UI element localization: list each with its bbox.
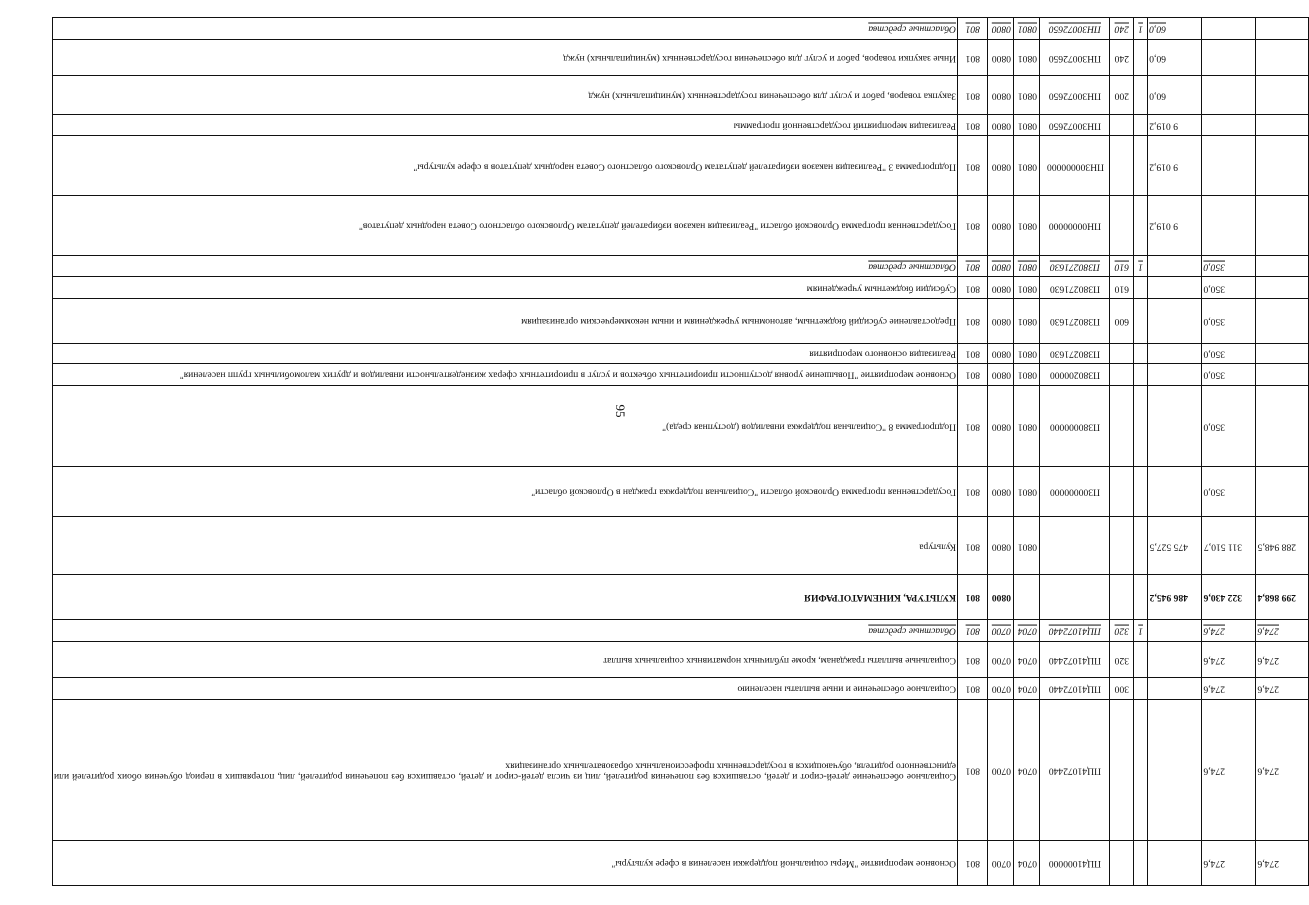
cell-v3: 299 868,4 xyxy=(1256,575,1309,620)
cell-ds xyxy=(1134,516,1148,574)
cell-vr xyxy=(1110,385,1134,466)
cell-v3 xyxy=(1256,76,1309,114)
cell-ved: 801 xyxy=(958,255,988,277)
cell-vr xyxy=(1110,699,1134,840)
cell-v3 xyxy=(1256,136,1309,196)
cell-ds xyxy=(1134,344,1148,364)
cell-csr: ПН30072650 xyxy=(1040,18,1110,40)
cell-ved: 801 xyxy=(958,196,988,256)
cell-ds xyxy=(1134,114,1148,136)
cell-csr: П380271630 xyxy=(1040,299,1110,344)
cell-csr: ПН30072650 xyxy=(1040,114,1110,136)
cell-rz: 0700 xyxy=(988,619,1014,641)
cell-vr xyxy=(1110,196,1134,256)
cell-name: Культура xyxy=(53,516,958,574)
cell-pr: 0704 xyxy=(1014,619,1040,641)
cell-v2 xyxy=(1202,39,1256,76)
cell-v2: 274,6 xyxy=(1202,699,1256,840)
cell-rz: 0700 xyxy=(988,841,1014,886)
cell-rz: 0800 xyxy=(988,363,1014,385)
cell-pr: 0801 xyxy=(1014,516,1040,574)
cell-ved: 801 xyxy=(958,136,988,196)
cell-vr: 300 xyxy=(1110,678,1134,700)
cell-ved: 801 xyxy=(958,841,988,886)
cell-vr xyxy=(1110,344,1134,364)
cell-csr: ПЦ41072440 xyxy=(1040,699,1110,840)
cell-pr: 0704 xyxy=(1014,699,1040,840)
cell-pr: 0704 xyxy=(1014,841,1040,886)
cell-csr: П380000000 xyxy=(1040,385,1110,466)
cell-name: Реализация мероприятий государственной программы xyxy=(53,114,958,136)
cell-name: Областные средства xyxy=(53,619,958,641)
cell-rz: 0800 xyxy=(988,18,1014,40)
cell-vr xyxy=(1110,516,1134,574)
cell-v1: 60,0 xyxy=(1148,18,1202,40)
cell-rz: 0800 xyxy=(988,344,1014,364)
cell-name: Социальные выплаты гражданам, кроме публичных нормативных социальных выплат xyxy=(53,641,958,678)
cell-ds xyxy=(1134,841,1148,886)
cell-pr: 0801 xyxy=(1014,255,1040,277)
rotated-budget-table-wrapper xyxy=(52,23,1296,886)
cell-rz: 0700 xyxy=(988,678,1014,700)
cell-name: Государственная программа Орловской области "Социальная поддержка граждан в Орловской области" xyxy=(53,467,958,517)
cell-name: Подпрограмма 8 "Социальная поддержка инвалидов (доступная среда)" xyxy=(53,385,958,466)
cell-pr: 0801 xyxy=(1014,136,1040,196)
cell-v2 xyxy=(1202,114,1256,136)
field-row-ved xyxy=(958,18,988,886)
cell-v2 xyxy=(1202,136,1256,196)
cell-v1: 9 019,2 xyxy=(1148,114,1202,136)
cell-rz: 0800 xyxy=(988,196,1014,256)
cell-ved: 801 xyxy=(958,516,988,574)
cell-v1 xyxy=(1148,277,1202,299)
cell-csr: ПЦ41000000 xyxy=(1040,841,1110,886)
cell-rz: 0800 xyxy=(988,516,1014,574)
cell-rz: 0700 xyxy=(988,641,1014,678)
cell-v1: 9 019,2 xyxy=(1148,136,1202,196)
cell-pr: 0801 xyxy=(1014,299,1040,344)
cell-v2: 350,0 xyxy=(1202,299,1256,344)
cell-vr: 200 xyxy=(1110,76,1134,114)
cell-ved: 801 xyxy=(958,114,988,136)
page-number: 95 xyxy=(613,404,628,418)
cell-name: Социальное обеспечение и иные выплаты населению xyxy=(53,678,958,700)
cell-ds xyxy=(1134,299,1148,344)
cell-name: Основное мероприятие "Меры социальной поддержки населения в сфере культуры" xyxy=(53,841,958,886)
cell-ds: 1 xyxy=(1134,255,1148,277)
cell-name: Областные средства xyxy=(53,18,958,40)
field-row-pr xyxy=(1014,18,1040,886)
cell-pr: 0801 xyxy=(1014,39,1040,76)
cell-ds: 1 xyxy=(1134,619,1148,641)
cell-v3: 274,6 xyxy=(1256,619,1309,641)
cell-ds xyxy=(1134,678,1148,700)
cell-v1: 60,0 xyxy=(1148,39,1202,76)
cell-v2 xyxy=(1202,76,1256,114)
cell-vr: 240 xyxy=(1110,18,1134,40)
cell-v1: 9 019,2 xyxy=(1148,196,1202,256)
cell-v3 xyxy=(1256,467,1309,517)
field-row-v1 xyxy=(1148,18,1202,886)
cell-csr: ПЦ41072440 xyxy=(1040,678,1110,700)
cell-ved: 801 xyxy=(958,344,988,364)
cell-name: Социальное обеспечение детей-сирот и детей, оставшихся без попечения родителей, лиц из числа детей-сирот и детей, оставшихся без попечения родителей, лиц, потерявших в период обучения обоих родителей или единственного родителя, обучающихся в государственных профессиональных образовательных организациях xyxy=(53,699,958,840)
cell-vr xyxy=(1110,363,1134,385)
cell-v2: 350,0 xyxy=(1202,277,1256,299)
cell-v1 xyxy=(1148,344,1202,364)
cell-csr: П380271630 xyxy=(1040,344,1110,364)
cell-v2: 322 430,6 xyxy=(1202,575,1256,620)
cell-name: Субсидии бюджетным учреждениям xyxy=(53,277,958,299)
cell-v2: 350,0 xyxy=(1202,344,1256,364)
cell-ved: 801 xyxy=(958,76,988,114)
cell-v3 xyxy=(1256,363,1309,385)
cell-rz: 0800 xyxy=(988,114,1014,136)
cell-pr: 0801 xyxy=(1014,467,1040,517)
cell-name: Реализация основного мероприятия xyxy=(53,344,958,364)
cell-csr: ПН30072650 xyxy=(1040,39,1110,76)
cell-vr xyxy=(1110,841,1134,886)
cell-vr: 600 xyxy=(1110,299,1134,344)
cell-ved: 801 xyxy=(958,575,988,620)
cell-v1 xyxy=(1148,841,1202,886)
cell-v2 xyxy=(1202,18,1256,40)
budget-table xyxy=(52,17,1309,886)
cell-rz: 0800 xyxy=(988,299,1014,344)
cell-v3 xyxy=(1256,255,1309,277)
cell-vr: 240 xyxy=(1110,39,1134,76)
cell-name: Государственная программа Орловской области "Реализация наказов избирателей депутатам Орловского областного Совета народных депутатов" xyxy=(53,196,958,256)
cell-rz: 0800 xyxy=(988,76,1014,114)
cell-v3 xyxy=(1256,385,1309,466)
cell-ds xyxy=(1134,39,1148,76)
cell-v1 xyxy=(1148,699,1202,840)
cell-rz: 0800 xyxy=(988,277,1014,299)
cell-ved: 801 xyxy=(958,39,988,76)
cell-v3 xyxy=(1256,39,1309,76)
cell-ved: 801 xyxy=(958,277,988,299)
cell-ved: 801 xyxy=(958,299,988,344)
cell-pr: 0801 xyxy=(1014,277,1040,299)
field-row-v2 xyxy=(1202,18,1256,886)
cell-v2: 274,6 xyxy=(1202,678,1256,700)
cell-v3 xyxy=(1256,299,1309,344)
cell-v2: 274,6 xyxy=(1202,841,1256,886)
cell-ds xyxy=(1134,277,1148,299)
cell-ds xyxy=(1134,385,1148,466)
cell-ds: 1 xyxy=(1134,18,1148,40)
cell-v1 xyxy=(1148,467,1202,517)
cell-csr: ПЦ41072440 xyxy=(1040,641,1110,678)
cell-v1 xyxy=(1148,363,1202,385)
cell-rz: 0800 xyxy=(988,575,1014,620)
cell-vr xyxy=(1110,575,1134,620)
cell-pr: 0801 xyxy=(1014,114,1040,136)
cell-vr xyxy=(1110,136,1134,196)
cell-v3 xyxy=(1256,344,1309,364)
cell-csr: ПН30072650 xyxy=(1040,76,1110,114)
cell-rz: 0800 xyxy=(988,467,1014,517)
cell-csr: П380200000 xyxy=(1040,363,1110,385)
cell-ved: 801 xyxy=(958,18,988,40)
cell-v2: 350,0 xyxy=(1202,255,1256,277)
cell-pr: 0801 xyxy=(1014,363,1040,385)
cell-ds xyxy=(1134,196,1148,256)
cell-v3: 274,6 xyxy=(1256,699,1309,840)
cell-v3: 274,6 xyxy=(1256,678,1309,700)
cell-pr: 0704 xyxy=(1014,641,1040,678)
cell-vr xyxy=(1110,114,1134,136)
cell-ved: 801 xyxy=(958,641,988,678)
cell-ved: 801 xyxy=(958,699,988,840)
cell-csr: П300000000 xyxy=(1040,467,1110,517)
cell-vr: 610 xyxy=(1110,277,1134,299)
cell-ved: 801 xyxy=(958,467,988,517)
cell-v2: 350,0 xyxy=(1202,363,1256,385)
cell-v3 xyxy=(1256,18,1309,40)
cell-rz: 0800 xyxy=(988,255,1014,277)
cell-name: Областные средства xyxy=(53,255,958,277)
cell-name: Подпрограмма 3 "Реализация наказов избирателей депутатам Орловского областного Совета народных депутатов в сфере культуры" xyxy=(53,136,958,196)
cell-v3: 274,6 xyxy=(1256,841,1309,886)
cell-csr xyxy=(1040,575,1110,620)
cell-ved: 801 xyxy=(958,363,988,385)
cell-vr: 320 xyxy=(1110,641,1134,678)
cell-rz: 0800 xyxy=(988,385,1014,466)
cell-vr: 610 xyxy=(1110,255,1134,277)
cell-pr: 0801 xyxy=(1014,76,1040,114)
cell-pr: 0801 xyxy=(1014,18,1040,40)
cell-pr xyxy=(1014,575,1040,620)
cell-vr: 320 xyxy=(1110,619,1134,641)
cell-v3: 288 948,5 xyxy=(1256,516,1309,574)
cell-ved: 801 xyxy=(958,678,988,700)
cell-v2: 311 510,7 xyxy=(1202,516,1256,574)
cell-ds xyxy=(1134,699,1148,840)
cell-csr: П380271630 xyxy=(1040,255,1110,277)
cell-v1 xyxy=(1148,299,1202,344)
cell-v2: 274,6 xyxy=(1202,619,1256,641)
cell-v1 xyxy=(1148,619,1202,641)
cell-v2 xyxy=(1202,196,1256,256)
cell-rz: 0800 xyxy=(988,39,1014,76)
cell-csr: ПН00000000 xyxy=(1040,196,1110,256)
cell-ds xyxy=(1134,641,1148,678)
cell-v3: 274,6 xyxy=(1256,641,1309,678)
field-row-name xyxy=(53,18,958,886)
cell-v2: 274,6 xyxy=(1202,641,1256,678)
cell-v2: 350,0 xyxy=(1202,467,1256,517)
cell-pr: 0704 xyxy=(1014,678,1040,700)
cell-name: Закупка товаров, работ и услуг для обеспечения государственных (муниципальных) нужд xyxy=(53,76,958,114)
cell-vr xyxy=(1110,467,1134,517)
cell-pr: 0801 xyxy=(1014,385,1040,466)
cell-csr xyxy=(1040,516,1110,574)
cell-ds xyxy=(1134,467,1148,517)
cell-name: Основное мероприятие "Повышение уровня доступности приоритетных объектов и услуг в приоритетных сферах жизнедеятельности инвалидов и других маломобильных групп населения" xyxy=(53,363,958,385)
cell-csr: ПН300000000 xyxy=(1040,136,1110,196)
field-row-csr xyxy=(1040,18,1110,886)
cell-ds xyxy=(1134,76,1148,114)
field-row-v3 xyxy=(1256,18,1309,886)
cell-csr: П380271630 xyxy=(1040,277,1110,299)
cell-v1: 475 527,5 xyxy=(1148,516,1202,574)
cell-v2: 350,0 xyxy=(1202,385,1256,466)
cell-v3 xyxy=(1256,114,1309,136)
cell-v1: 486 945,2 xyxy=(1148,575,1202,620)
cell-name: Иные закупки товаров, работ и услуг для обеспечения государственных (муниципальных) нужд xyxy=(53,39,958,76)
cell-pr: 0801 xyxy=(1014,196,1040,256)
field-row-rz xyxy=(988,18,1014,886)
cell-csr: ПЦ41072440 xyxy=(1040,619,1110,641)
cell-v1 xyxy=(1148,385,1202,466)
cell-v1 xyxy=(1148,255,1202,277)
cell-v3 xyxy=(1256,277,1309,299)
cell-v1 xyxy=(1148,641,1202,678)
field-row-vr xyxy=(1110,18,1134,886)
cell-name: КУЛЬТУРА, КИНЕМАТОГРАФИЯ xyxy=(53,575,958,620)
field-row-ds xyxy=(1134,18,1148,886)
cell-v1: 60,0 xyxy=(1148,76,1202,114)
cell-rz: 0800 xyxy=(988,136,1014,196)
cell-v3 xyxy=(1256,196,1309,256)
cell-v1 xyxy=(1148,678,1202,700)
cell-ds xyxy=(1134,575,1148,620)
cell-name: Предоставление субсидий бюджетным, автономным учреждениям и иным некоммерческим организациям xyxy=(53,299,958,344)
cell-ved: 801 xyxy=(958,385,988,466)
cell-ved: 801 xyxy=(958,619,988,641)
cell-ds xyxy=(1134,363,1148,385)
cell-rz: 0700 xyxy=(988,699,1014,840)
cell-ds xyxy=(1134,136,1148,196)
cell-pr: 0801 xyxy=(1014,344,1040,364)
